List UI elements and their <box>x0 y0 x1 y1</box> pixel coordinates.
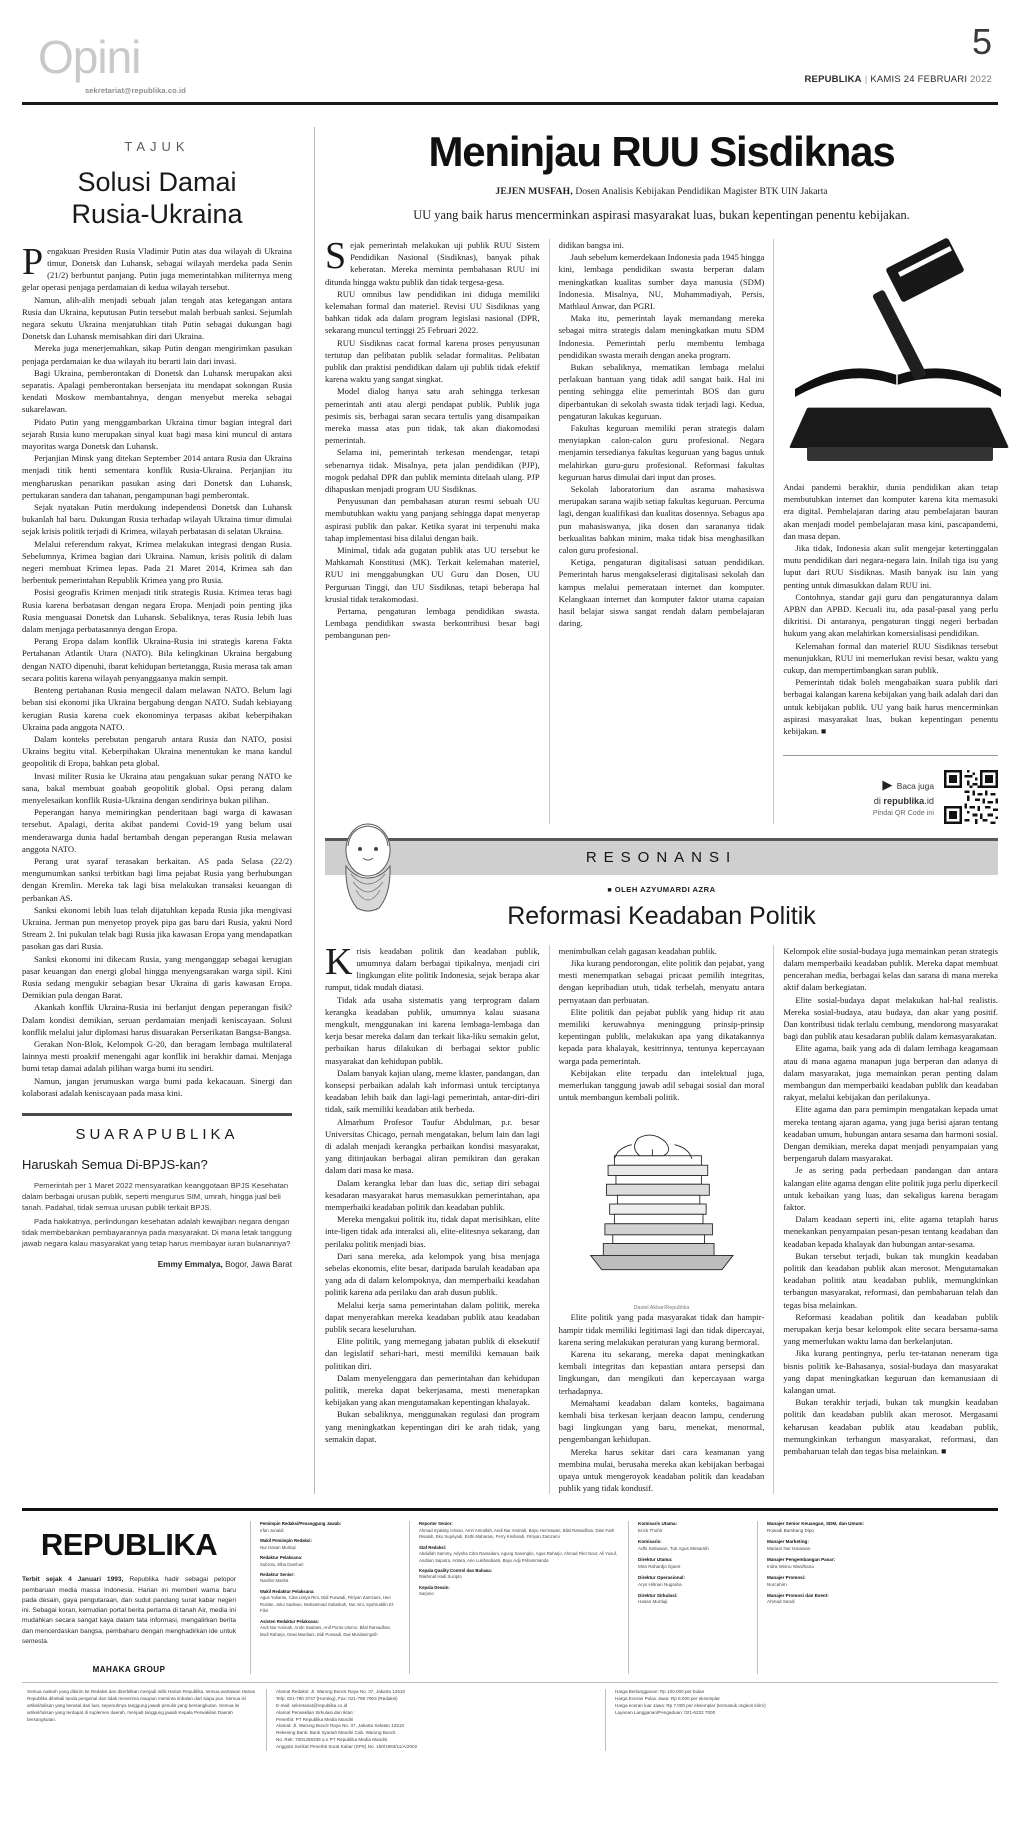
footer-role-value: Mira Rahardjo Djarot <box>638 1563 681 1569</box>
article-paragraph: Contohnya, standar gaji guru dan pengaturannya dalam APBN dan APBD. Kecuali itu, ada pasal-pasal yang perlu dikritisi. Di antaranya, pengaturan tinggi negeri berbadan hukum yang akan melahirkan komersialisasi pendidikan. <box>783 591 998 639</box>
tajuk-title <box>22 166 292 231</box>
resonansi-paragraph: Dalam keadaan seperti ini, elite agama tetaplah harus menekankan penyampaian pesan-pesan tentang keadaban dan keadaban kepada khalayak dan hubungan antar-sesama. <box>783 1214 998 1249</box>
footer-management-column <box>633 1521 753 1674</box>
resonansi-paragraph: Dari sana mereka, ada kelompok yang bisa menjaga sebelas ekonomis, elite besar, daripada barulah keadaban apa yang ada di dalam kelompoknya, dan memperbaiki keadaban politik karena ada perilaku dan arah dusun publik. <box>325 1250 540 1298</box>
tajuk-paragraph: Perjanjian Minsk yang ditekan September 2014 antara Rusia dan Ukraina menjadi titik henti sementara konflik Rusia-Ukraina. Perjanjian itu mengharuskan penarikan pasukan asing dari Donetsk dan Luhansk, pertukaran sandera dan tahanan, pengampunan bagi pemberontak. <box>22 453 292 500</box>
resonansi-paragraph: Elite agama dan para pemimpin mengatakan kepada umat mereka tentang ajaran agama, yang juga berisi ajaran tentang keadaban umum, hubungan antara sesama dan harmoni sosial. Dengan demikian, mereka dapat menjadi penyampaian yang berpengaruh dalam masyarakat. <box>783 1104 998 1164</box>
resonansi-paragraph: Je as sering pada perbedaan pandangan dan antara kalangan elite agama dengan elite politik juga perlu diperkecil untuk kebaikan yang luas, dan sekaligus karena beragam faktor. <box>783 1165 998 1212</box>
article-paragraph: Selama ini, pemerintah terkesan mendengar, tetapi sebenarnya tidak. Misalnya, peta jalan pendidikan (PJP), mogok pedahal DPR dan publik meminta ditelaah ulang. PJP dihapuskan menjadi program UU Sisdiknas. <box>325 447 540 495</box>
tajuk-paragraph: Peperangan hanya memiringkan penderitaan bagi warga di kawasan tersebut. Apalagi, derita akibat pandemi Covid-19 yang belum usai menderawarga dunia hadal bertambah dengan peperangan Rusia melawan anggota NATO. <box>22 807 292 854</box>
article-paragraph: Kelemahan formal dan materiel RUU Sisdiknas tersebut menunjukkan, RUU ini memerlukan revisi besar, waktu yang cukup, dan mempertimbangkan saran publik. <box>783 640 998 675</box>
tajuk-paragraph: Namun, jangan jerumuskan warga bumi pada kekacauan. Sinergi dan kolaborasi adalah keniscayaan pada masa kini. <box>22 1075 292 1098</box>
article-column-2 <box>550 239 774 824</box>
resonansi-paragraph: Melalui kerja sama pemerintahan dalam politik, mereka dapat menyerahkan mereka keadaban publik atau keadaban publik secara keseluruhan. <box>325 1299 540 1335</box>
books-illustration <box>559 1109 765 1299</box>
resonansi-paragraph: Mereka mengakui politik itu, tidak dapat merisihkan, elite inte-ligen tidak ada interaksi ali, elite-elitesnya sekarang, dan perilaku politik menjadi bias. <box>325 1214 540 1249</box>
footer-role-label: Manajer Pengembangan Pasar: <box>767 1556 836 1562</box>
resonansi-paragraph: Tidak ada usaha sistematis yang terprogram dalam kerangka keadaban publik, umumnya kalau suasana mengkult, menggunakan ini karena lembaga-lembaga dan kerja besar mereka dalam dan terkait lika-liku semakin gelut, perbaikan harus dilakukan di berbagai sektor public masyarakat dan kehidupan publik. <box>325 994 540 1066</box>
footer-price-line: Layanan Langganan/Pengaduan: 021-6232 7000 <box>615 1709 716 1715</box>
resonansi-paragraph: Bukan terakhir terjadi, bukan tak mungkin keadaban politik dan keadaban publik akan merosot. Mergasami keharusan keadaban publik atau keadaban publik, memungkinkan terbangun masyarakat, reformasi, dan pembaharuan telah dan tegas bisa melainkan. ■ <box>783 1397 998 1457</box>
resonansi-paragraph: Memahami keadaban dalam konteks, bagaimana kembali bisa terkesan kerjaan deacon lampu, cenderung bagi lingkungan yang baru, menekat, menormal, pengembangan kehidupan. <box>558 1397 765 1445</box>
footer-role-value: Erick Thohir <box>638 1528 663 1534</box>
dateline-day: KAMIS <box>870 74 901 85</box>
footer-address-line: Telp: 021-780 3747 (Hunting), Fax: 021-799 7903 (Redaksi) <box>276 1695 398 1701</box>
book-stack-top <box>789 408 1009 448</box>
resonansi-paragraph: Dalam kerangka lebar dan luas dic, setiap diri sebagai kesadaran masyarakat harus memasukkan pemerintahan, apa memperbaiki keadaban politik dan keadaban publik. <box>325 1177 540 1212</box>
footer-role-label: Manajer Promosi dan Event: <box>767 1592 829 1598</box>
qr-prefix: di <box>873 795 884 806</box>
resonansi-author: OLEH AZYUMARDI AZRA <box>614 884 716 894</box>
resonansi-paragraph: Kelompok elite sosial-budaya juga memainkan peran strategis dalam memperbaiki keadaban publik. Mereka dapat membuat pencerahan media, berbagai kelas dan sarana di mana mereka aktif dalam berkegiatan. <box>783 945 998 993</box>
bullet-icon: ■ <box>607 886 613 894</box>
footer-role-label: Direktur Utama: <box>638 1556 673 1562</box>
resonansi-paragraph: Reformasi keadaban politik dan keadaban publik merupakan kerja besar kelompok elite secara bersama-sama yang memerlukan waktu lama dan berkelanjutan. <box>783 1311 998 1347</box>
author-portrait-icon <box>335 816 401 912</box>
resonansi-paragraph: Bukan tersebut terjadi, bukan tak mungkin keadaban politik dan keadaban publik akan merosot. Mengutamakan keadaban politik atau keadaban publik, memungkinkan terbangun masyarakat, reformasi, dan pembaharuan telah dan tegas bisa melainkan. <box>783 1250 998 1310</box>
right-column <box>325 127 998 1494</box>
article-paragraph: Andai pandemi berakhir, dunia pendidikan akan tetap membutuhkan internet dan komputer karena kita memasuki era digital. Pembelajaran daring atau pembelajaran bauran akan menjadi model pembelajaran masa kini, pascapandemi, dan masa depan. <box>783 481 998 541</box>
dateline-date: 24 FEBRUARI <box>903 74 968 85</box>
resonansi-paragraph: Jika kurang pentingnya, perlu ter-tatanan neneram tiga bisnis politik ke-Bahasanya, sosial-budaya dan masyarakat yang dapat meningkatkan keguruan dan kemanusiaan di kalangan umat. <box>783 1348 998 1396</box>
footer-note-text: Semua naskah yang dikirim ke Redaksi dan diterbitkan menjadi milik Harian Republika, semua wartawan Harian Republika dibekali tanda pengenal dan tidak menerima maupun meminta imbalan dari siapa pun. Semua isi artikel/tulisan yang berasal dari luar, sepenuhnya tanggung jawab penulis yang bersangkutan. Semua isi artikel/tulisan yang terdapat di suplemen daerah, menjadi tanggung jawab Kepala Perwakilan Daerah bersangkutan. <box>27 1688 256 1722</box>
suarapublika-signature <box>22 1260 292 1269</box>
tajuk-paragraph: Sejak nyatakan Putin merdukung independensi Donetsk dan Luhansk bukanlah hal baru. Dukungan Rusia terhadap wilayah Ukraina timur dimulai sejak krisis politik terjadi di Krimea, wilayah perbatasan di selatan Ukraina. <box>22 502 292 537</box>
tajuk-body <box>22 240 292 1099</box>
resonansi-paragraph: Almarhum Profesor Taufur Abdulman, p.r. besar Universitas Chicago, pernah mengatakan, belum lain dan lagi di adalah menjadi kerangka perbaikan kondisi masyarakat, yang ditinjaukan berbagai aliran pemikiran dan gerakan dalam dari masa ke masa. <box>325 1116 540 1176</box>
footer-legal-strip <box>22 1682 998 1751</box>
resonansi-paragraph: Dalam banyak kajian ulang, meme klaster, pandangan, dan konsepsi perbaikan adalah kah informasi untuk terciptanya keadaban lebih baik dan lagi-lagi pemerintah, antar-diri-diri tidak, saik memiliki keadaban atik berbeda. <box>325 1067 540 1115</box>
section-email: sekretariat@republika.co.id <box>85 86 186 95</box>
footer-role-label: Wakil Redaktur Pelaksana: <box>260 1588 315 1594</box>
footer-address-line: Alamat Redaksi: Jl. Warung Buncit Raya No. 37, Jakarta 12510 <box>276 1688 406 1694</box>
footer-divider <box>266 1689 267 1751</box>
tajuk-paragraph: Perang urat syaraf terasakan berkaitan. AS pada Selasa (22/2) mengumumkan sanksi terbitkan bagi lima pejabat Rusia yang berhubungan dengan Kremlin. Mereka tak lagi bisa melakukan transaksi keuangan di perbankan AS. <box>22 855 292 903</box>
tajuk-paragraph: Namun, alih-alih menjadi sebuah jalan tengah atas ketegangan antara Rusia dan Ukraina, keputusan Putin tersebut malah berbuah sanksi. Sejumlah negara sekutu Ukraina menjatuhkan titah Putin sebagai dukungan bagi Donetsk dan Luhansk memisahkan diri dari Ukraina. <box>22 294 292 342</box>
footer-role-value: Irfan Junaidi <box>260 1527 284 1533</box>
resonansi-band <box>325 841 998 875</box>
footer-price-line: Harga Berlangganan: Rp 100.000 per bulan <box>615 1688 705 1694</box>
tajuk-paragraph: Dalam konteks perebutan pengaruh antara Rusia dan NATO, posisi Ukrains begitu vital. Keberpihakan Ukraina menentukan ke mana kandul geopolitik di Eropa, bahkan peta global. <box>22 733 292 769</box>
qr-line-2 <box>873 795 934 809</box>
footer-note <box>22 1689 262 1751</box>
footer-blurb <box>22 1575 236 1647</box>
resonansi-paragraph: Kebijakan elite terpadu dan intelektual juga, memerlukan tanggung jawab adil sebagai sosial dan moral untuk membangun kembali politik. <box>558 1067 765 1103</box>
footer-role-value: Nurcahim <box>767 1581 787 1587</box>
footer-role-value: Nur Hasan Murtiaji <box>260 1544 296 1550</box>
masthead-rule <box>22 102 998 105</box>
article-paragraph: Bukan sebaliknya, mematikan lembaga melalui perlakuan bantuan yang tidak adil sangat baik. Hal ini penting sehingga elite pemerintah BOS dan guru diperbantukan di sekolah swasta tidak terjadi lagi. Kedua, pengaturan lakukas keguruan. <box>558 361 765 421</box>
footer-role-value: Rowadi Bambang Dipo <box>767 1528 814 1534</box>
footer-legal-line: Alamat: Jl. Warung Buncit Raya No. 37, Jakarta Selatan 12510 <box>276 1723 405 1729</box>
footer-role-label: Komisaris Utama: <box>638 1521 678 1527</box>
footer-role-label: Komisaris: <box>638 1539 662 1545</box>
footer-role-value: Sarjono <box>419 1591 434 1597</box>
footer-role-label: Manajer Promosi: <box>767 1574 806 1580</box>
resonansi-paragraph: Elite sosial-budaya dapat melakukan hal-hal realistis. Mereka sosial-budaya, atau budaya, dan akar yang positif. Dan kontribusi tidak terlalu cembung, mendorong masyarakat bagi dan publik atau kesadaran publik dalam kemasyarakatan. <box>783 994 998 1042</box>
page-number: 5 <box>971 21 992 62</box>
play-icon: ▶ <box>882 777 893 793</box>
tajuk-paragraph: Pidato Putin yang menggambarkan Ukraina timur bagian integral dari sejarah Rusia kuno merupakan sinyal kuat bagi masa kini muncul di antara mayoritas warga Donetsk dan Luhansk. <box>22 416 292 452</box>
tajuk-paragraph: Bagi Ukraina, pemberontakan di Donetsk dan Luhansk merupakan aksi separatis. Apalagi pemberontakan bersenjata itu mendapat sokongan Rusia kendati Moskow membantahnya, dengan menyebut mereka sebagai sukarelawan. <box>22 367 292 415</box>
article-paragraph: Maka itu, pemerintah layak memandang mereka sebagai mitra strategis dalam meningkatkan mutu SDM Indonesia. Pemerintah perlu membentu lembaga pendidikan swasta meraih dengan aneka program. <box>558 313 765 360</box>
illustration-caption: Daviel Akbar/Republika <box>633 1305 690 1312</box>
footer-address-line: Alamat Perwakilan Sirkulasi dan Iklan: <box>276 1709 354 1715</box>
article-paragraph: Sejak pemerintah melakukan uji publik RUU Sistem Pendidikan Nasional (Sisdiknas), banyak pihak keberatan. Mereka meminta pembahasan RUU ini ditunda hingga waktu publik dan tidak tergesa-gesa. <box>325 234 540 287</box>
left-column <box>22 127 304 1494</box>
footer-role-value: Agus Yulianto, Citra Listya Rini, Didi Purwadi, Fitriyan Zamzami, Heri Ruslan, Joko Sadewo, Muhammad Subarkah, Nur Aini, Syahruddin El-Fikri <box>260 1595 395 1614</box>
resonansi-title: RESONANSI <box>585 849 738 867</box>
suarapublika-body <box>22 1180 292 1250</box>
footer-role-value: Mariani Nur Ismawan <box>767 1546 811 1552</box>
article-paragraph: Jika tidak, Indonesia akan sulit mengejar ketertinggalan mutu pendidikan dari negara-negara lain. Inilah tiga isu yang luput dari RUU Sisdiknas. Masih banyak isu lain yang penting untuk dimasukkan dalam RUU ini. <box>783 542 998 590</box>
qr-line-1 <box>873 775 934 795</box>
footer-role-label: Kepala Desain: <box>419 1584 450 1590</box>
footer-price-line: Harga Eceran Pulau Jawa: Rp 6.000 per eksemplar <box>615 1695 720 1701</box>
qr-label-baca-juga: Baca juga <box>896 781 934 792</box>
tajuk-paragraph: Invasi militer Rusia ke Ukraina atau pengakuan sukar perang NATO ke sana, bakal membuat goabah geopolitik global. Opsi perang dalam menyelesaikan konflik Rusia-Ukraina dengan sendirinya bukan pilihan. <box>22 770 292 805</box>
footer-role-value: Adhi Setiawan, Tuti Agus Mintarsih <box>638 1546 709 1552</box>
footer-blurb-lead: Terbit sejak 4 Januari 1993, <box>22 1576 124 1584</box>
main-byline <box>325 186 998 197</box>
footer-role-value: Hasan Murtiaji <box>638 1599 668 1605</box>
main-headline: Meninjau RUU Sisdiknas <box>428 128 895 175</box>
article-paragraph: Minimal, tidak ada gugatan publik atas UU tersebut ke Mahkamah Konstitusi (MK). Terkait kelemahan materiel, RUU ini menggabungkan UU Guru dan Dosen, UU Perguruan Tinggi, dan UU Sisdiknas, tetapi beberapa hal krusial tidak terakomodasi. <box>325 545 540 604</box>
footer-role-value: Arys Hilman Nugraha <box>638 1581 682 1587</box>
footer-role-label: Staf Redaksi: <box>419 1544 447 1550</box>
tajuk-paragraph: Pengakuan Presiden Rusia Vladimir Putin atas dua wilayah di Ukraina timur, Donetsk dan Luhansk, sebagai wilayah merdeka pada Senin (21/2) berbuntut panjang. Putin juga memerintahkan militernya meng gelar operasi penjaga perdamaian di kedua wilayah tersebut. <box>22 240 292 293</box>
footer-role-value: Nasihin Masha <box>260 1578 289 1584</box>
footer-role-value: Ahmad Sandi <box>767 1599 795 1605</box>
footer-divider <box>250 1521 251 1674</box>
footer-role-label: Redaktur Senior: <box>260 1572 295 1578</box>
footer-role-label: Reporter Senior: <box>419 1521 453 1527</box>
footer-role-label: Kepala Quality Control dan Bahasa: <box>419 1568 493 1574</box>
resonansi-column-2 <box>550 945 774 1495</box>
footer-legal-line: Penerbit: PT Republika Media Mandiri <box>276 1716 354 1722</box>
resonansi-paragraph: Elite politik dan pejabat publik yang hidup rit atau memiliki keruwahnya meninggung prinsip-prinsip kepentingan publik, melakukan apa yang dikatakannya kepada para khalayak, kesitrinnya, tentunya kepercayaan warga pada pemerintah. <box>558 1006 765 1066</box>
article-paragraph: Penyusunan dan pembahasan aturan resmi sebuah UU membutuhkan waktu yang panjang sehingga dapat menyerap aspirasi publik dan pakar. Ketika syarat ini terpenuhi maka tahap implementasi bisa dilalui dengan baik. <box>325 496 540 543</box>
book-stack-bottom <box>807 447 993 461</box>
tajuk-paragraph: Benteng pertahanan Rusia mengecil dalam melawan NATO. Belum lagi beban sisi ekonomi jika Ukraina bergabung dengan NATO. Sudah kebiayang kerugian Rusia karena cuek ekonominya terpasas akibat keberpihakan Ukraina pada anggota NATO. <box>22 685 292 732</box>
tajuk-title-line2: Rusia-Ukraina <box>71 199 243 230</box>
resonansi-paragraph: Elite politik, yang memegang jabatan publik di eksekutif dan legislatif sehari-hari, mesti memiliki kemauan baik politikan diri. <box>325 1336 540 1371</box>
article-paragraph: Model dialog hanya satu arah sehingga terkesan pemerintah anti atau alergi pendapat publik. Publik juga pesimis sis, berbagai saran secara tertulis yang disampaikan mereka massa atas pun tidak, tak akan diakomodasi pemerintah. <box>325 386 540 446</box>
article-paragraph: RUU Sisdiknas cacat formal karena proses penyusunan tertutup dan pelibatan publik seladar formalitas. Pelibatan publik dan praktisi pendidikan dalam uji publik tidak efektif karena waktu yang sangat singkat. <box>325 337 540 385</box>
tajuk-paragraph: Melalui referendum rakyat, Krimea melakukan integrasi dengan Rusia. Sebelumnya, Krimea bagian dari Ukraina. Namun, krisis politik di dalam negeri membuat Krimea lepas. Pada 21 Maret 2014, Krimea sah dan berbentuk pemerintahan Republik Krimea yang pro Rusia. <box>22 538 292 586</box>
resonansi-article-title: Reformasi Keadaban Politik <box>507 901 816 930</box>
resonansi-paragraph: Mereka harus sekitar dari cara keamanan yang membina mulai, berusaha mereka akan kebijakan berbagai upaya untuk mengeroyok keadaban politik dan keadaban publik yang tidak kondusif. <box>558 1446 765 1494</box>
footer-group-name: MAHAKA GROUP <box>92 1664 166 1674</box>
signature-name: Emmy Emmalya, <box>157 1259 223 1269</box>
resonansi-paragraph: Bukan sebaliknya, menggunakan regulasi dan program yang meningkatkan kepentingan diri ke arah tidak, yang semakin dapat. <box>325 1409 540 1444</box>
dateline <box>804 74 992 85</box>
tajuk-paragraph: Perang Eropa dalam konflik Ukraina-Rusia ini strategis karena Fakta Pertahanan Atlantik Utara (NATO). Bila kelingkinan Ukraina bergabung dengan NATO dipenuhi, ibarat kehidupan bertetangga, Rusia merasa tak aman secara politis karena wilayah penyanggaanya makin sempit. <box>22 636 292 683</box>
footer-role-label: Wakil Pemimpin Redaksi: <box>260 1538 312 1544</box>
footer-role-label: Direktur Sirkulasi: <box>638 1592 678 1598</box>
suarapublika-heading: SUARAPUBLIKA <box>75 1125 239 1143</box>
footer-address <box>271 1689 601 1751</box>
footer-brand-block <box>22 1521 246 1674</box>
footer-role-label: Manajer Marketing: <box>767 1539 809 1545</box>
article-column-1 <box>325 234 549 824</box>
resonansi-paragraph: Krisis keadaban politik dan keadaban publik, umumnya dalam berbagai tipikalnya, menjadi ciri lingkungan elite politik Indonesia, sejak berapa akar rumput, tidak mudah diatasi. <box>325 940 540 993</box>
qr-suffix: .id <box>924 795 934 806</box>
article-paragraph: Fakultas keguruan memiliki peran strategis dalam menyiapkan calon-calon guru profesional. Negara menjamin tersedianya fakultas keguruan yang bagus untuk melahirkan guru-guru profesional. Reformasi fakultas keguruan harus dimulai dari input dan proses. <box>558 423 765 482</box>
tajuk-title-line1: Solusi Damai <box>77 167 237 197</box>
footer-role-label: Direktur Operasional: <box>638 1574 685 1580</box>
footer-legal-line: No. Rek: 7001255339 a.n PT Republika Media Mandiri <box>276 1737 388 1743</box>
paper-name: REPUBLIKA <box>804 74 862 85</box>
tajuk-paragraph: Gerakan Non-Blok, Kelompok G-20, dan beragam lembaga multilateral lainnya mesti proaktif menengahi agar konflik ini berakhir damai. Menjaga bumi tetap damai adalah pilihan warga bumi itu sendiri. <box>22 1038 292 1074</box>
resonansi-column-1 <box>325 940 549 1495</box>
footer-divider <box>628 1521 629 1674</box>
article-paragraph: didikan bangsa ini. <box>558 239 624 250</box>
byline-role: Dosen Analisis Kebijakan Pendidikan Magister BTK UIN Jakarta <box>575 185 828 197</box>
footer-legal-line: Anggota Serikat Penerbit Surat Kabar (SPS) No. 150/1993/11/A/2002 <box>276 1744 418 1750</box>
dateline-year: 2022 <box>970 74 992 85</box>
footer-role-label: Redaktur Pelaksana: <box>260 1555 303 1561</box>
column-divider <box>314 127 315 1494</box>
article-paragraph: Sekolah laboratorium dan asrama mahasiswa merupakan sarana wajib setiap fakultas keguruan. Percuma lagi, dengan kualifikasi dan kualitas dosennya. Sebagus apa pun mahasiswanya, jika dosen dan sarananya tidak berkualitas bahkan minim, maka tidak bisa menghasilkan calon guru profesional. <box>558 484 765 556</box>
footer-staff-column-2 <box>414 1521 624 1674</box>
dateline-separator: | <box>864 74 868 85</box>
footer-role-label: Asisten Redaktur Pelaksana: <box>260 1618 319 1624</box>
suarapublika-rule <box>22 1113 292 1116</box>
resonansi-paragraph: Jika kurang pendorongan, elite politik dan pejabat, yang mesti menempatkan sebagai pricaat pemilih integritas, dengan kepribadian utuh, tidak terbelah, menyatu antara pernyataan dan perbuatan. <box>558 957 765 1005</box>
tajuk-paragraph: Posisi geografis Krimen menjadi titik strategis Rusia. Krimea teras bagi Rusia karena berbatasan dengan negara Eropa. Menjadi poin penting jika Rusia menguasai Donetsk dan Luhansk. Sebaliknya, teras Rusia lebih luas dalam menjaga perbatasannya dengan Eropa. <box>22 587 292 635</box>
footer-address-line: E-mail: sekretariat@republika.co.id <box>276 1702 348 1708</box>
tajuk-paragraph: Sanksi ekonomi lebih luas telah dijatuhkan kepada Rusia jika mengivasi Ukraina. Jerman pun menyetop proyek pipa gas baru dari Rusia, yakni Nord Stream 2. Ini pukulan telak bagi Rusia jika kawasan Eropa yang mendapatkan pasokan gas dari Rusia. <box>22 904 292 952</box>
tajuk-paragraph: Mereka juga menerjemahkan, sikap Putin dengan mengirimkan pasukan penjaga perdamaian ke dua wilayah itu berarti lain dari invasi. <box>22 343 292 366</box>
footer-role-value: Rakhmat Hadi Sucipto <box>419 1574 462 1580</box>
byline-name: JEJEN MUSFAH, <box>495 185 573 197</box>
qr-separator <box>783 755 998 756</box>
footer-role-value: Andi Nur Aminah, Andri Saubani, Anif Punto Utomo, Bilal Ramadhan, Budi Raharjo, Dewi Mardiani, Didi Purwadi, Dwi Murdaningsih <box>260 1625 392 1637</box>
footer-logo: REPUBLIKA <box>40 1527 218 1563</box>
page-masthead <box>22 0 998 96</box>
article-paragraph: RUU omnibus law pendidikan ini diduga memiliki kelemahan formal dan materiel. Revisi UU Sisdiknas yang bahkan tidak ada dalam program legislasi nasional (DPR, sekarang muncul tertinggi 25 Februari 2022. <box>325 288 540 336</box>
resonansi-columns <box>325 940 998 1495</box>
qr-brand: republika <box>883 795 925 806</box>
suarapublika-title: Haruskah Semua Di-BPJS-kan? <box>22 1156 208 1172</box>
qr-code-image[interactable] <box>944 770 998 824</box>
resonansi-byline <box>325 885 998 894</box>
resonansi-paragraph: Elite politik yang pada masyarakat tidak dan hampir-hampir tidak memiliki legitimasi lagi dan tidak dipercayai, karena sering melakukan peraturan yang kurang bermoral. <box>558 1312 765 1347</box>
footer-divider <box>757 1521 758 1674</box>
suarapublika-paragraph: Pada hakikatnya, perlindungan kesehatan adalah kewajiban negara dengan tidak membebankan pembayarannya pada masyarakat. Di mana letak tanggung jawab negara kalau masyarakat yang tetap harus membayar iuran bulanannya? <box>22 1216 292 1249</box>
page-grid <box>22 127 998 1494</box>
footer-blurb-text: Republika hadir sebagai pelopor pembaruan media massa Indonesia. Harian ini memberi warna baru pada desain, gaya pengutaraan, dan sudut pandang surat kabar negeri ini. Sebagai koran, kemudian portal berita pertama di tanah Air, media ini mudahkan secara sangat kaya dalam tata informasi, mengalirkan berita dan mencerdaskan bangsa, pembaharu dengan menghadirkan ide untuk semesta. <box>22 1576 236 1645</box>
main-article-columns <box>325 234 998 824</box>
resonansi-paragraph: Dalam menyelenggara dan pemerintahan dan kehidupan politik, mereka dapat bekerjasama, mesti menerapkan kebijakan yang akan mengutamakan kepentingan khalayak. <box>325 1372 540 1408</box>
tajuk-paragraph: Sanksi ekonomi ini dikecam Rusia, yang menganggap sebagai kerugian pasar keuangan dan energi global hingga menyengsarakan warga sipil. Kini Rusia sedang mengukir sebagian besar Ukraina di garis kawasan Eropa. Demikian pula dengan Barat. <box>22 953 292 1001</box>
footer-pricing <box>610 1689 830 1751</box>
qr-line-3: Pindai QR Code ini <box>872 808 934 818</box>
suarapublika-paragraph: Pemerintah per 1 Maret 2022 mensyaratkan keanggotaan BPJS Kesehatan dalam berbagai urusan publik, seperti mengurus SIM, umrah, hingga jual beli tanah. Padahal, tidak semua urusan publik terkait BPJS. <box>22 1180 289 1213</box>
footer-role-value: Subroto, Elba Damhuri <box>260 1561 304 1567</box>
footer-legal-line: Rekening Bank: Bank Syariah Mandiri Cab. Warung Buncit <box>276 1730 396 1736</box>
footer-role-label: Manajer Senior Keuangan, SDM, dan Umum: <box>767 1521 864 1527</box>
resonansi-column-3 <box>774 945 998 1495</box>
footer-role-value: Ahmad Syalaby Ichsan, Amri Amrullah, Andi Nur Aminah, Bayu Hermawan, Bilal Ramadhan, Dian Fath Risalah, Eko Supriyadi, Esthi Maharani, Ferry Kisihandi, Fitriyan Zamzami <box>419 1527 615 1540</box>
gavel-head-icon <box>885 237 965 303</box>
resonansi-section <box>325 838 998 1494</box>
article-paragraph: Jauh sebelum kemerdekaan Indonesia pada 1945 hingga kini, lembaga pendidikan swasta berperan dalam meningkatkan kualitas sumber daya manusia (SDM) Indonesia. Misalnya, NU, Muhammadiyah, Persis, Mathlaul Anwar, dan PGRI. <box>558 252 765 311</box>
footer-staff-column-1 <box>255 1521 405 1674</box>
resonansi-paragraph: Elite agama, baik yang ada di dalam lembaga keagamaan atau di mana agama manapun juga berperan dan adanya di dalam masyarakat, juga memainkan peran penting dalam membangun dan memperbaiki keadaban publik dan keadaban rakyat, melalui kebijakan dan perilakunya. <box>783 1043 998 1103</box>
footer-manager-column <box>762 1521 912 1674</box>
footer-divider <box>409 1521 410 1674</box>
resonansi-paragraph: Karena itu sekarang, mereka dapat meningkatkan kembali integritas dan kepastian antara persepsi dan lingkungan, dan mengikuti dan kepercayaan warga terhadapnya. <box>558 1348 765 1396</box>
footer-masthead <box>22 1508 998 1751</box>
footer-divider <box>605 1689 606 1751</box>
main-standfirst: UU yang baik harus mencerminkan aspirasi masyarakat luas, bukan kepentingan penentu kebijakan. <box>413 207 910 222</box>
footer-price-line: Harga eceran luar Jawa: Rp 7.000 per eksemplar (termasuk ongkos kirim) <box>615 1702 766 1708</box>
article-paragraph: Pertama, pengaturan lembaga pendidikan swasta. Lembaga pendidikan swasta berkontribusi besar bagi pembangunan pen- <box>325 606 540 641</box>
resonansi-paragraph: menimbulkan celah gagasan keadaban publik. <box>558 945 717 956</box>
tajuk-paragraph: Akankah konflik Ukraina-Rusia ini berlanjut dengan peperangan fisik? Dalam kondisi demikian, seruan perdamaian menjadi keniscayaan. Solusi konflik melalui jalur diplomasi harus disuarakan Perserikatan Bangsa-Bangsa. <box>22 1002 292 1037</box>
footer-role-value: Abdullah Sammy, Adysha Citra Ramadani, Agung Sasongko, Agus Raharjo, Ahmad Fikri Noor, Ali Yusuf, Andrian Saputra, Antara, Arie Lukihardianti, Bayu Adji Prihammanda <box>419 1551 618 1563</box>
footer-role-value: Indra Wisnu Wardhana <box>767 1563 814 1569</box>
article-paragraph: Pemerintah tidak boleh mengabaikan suara publik dari berbagai kalangan karena kebijakan yang baik adalah dari dan untuk kebijakan publik. UU yang baik harus mencerminkan aspirasi masyarakat luas, bukan kepentingan penentu kebijakan. ■ <box>783 677 998 737</box>
article-paragraph: Ketiga, pengaturan digitalisasi satuan pendidikan. Pemerintah harus mengakselerasi digitalisasi sekolah dan kampus melalui pemerataan internet dan komputer. Kelangkaan internet dan komputer faktor utama capaian hasil belajar siswa sangat rendah dalam pembelajaran daring. <box>558 557 765 629</box>
qr-promo-block[interactable] <box>783 770 998 824</box>
gavel-book-illustration <box>783 243 998 475</box>
article-column-3 <box>774 239 998 824</box>
tajuk-kicker: TAJUK <box>124 139 190 154</box>
footer-role-label: Pemimpin Redaksi/Penanggung Jawab: <box>260 1521 342 1527</box>
section-logo: Opini <box>38 31 141 83</box>
signature-place: Bogor, Jawa Barat <box>225 1259 292 1269</box>
